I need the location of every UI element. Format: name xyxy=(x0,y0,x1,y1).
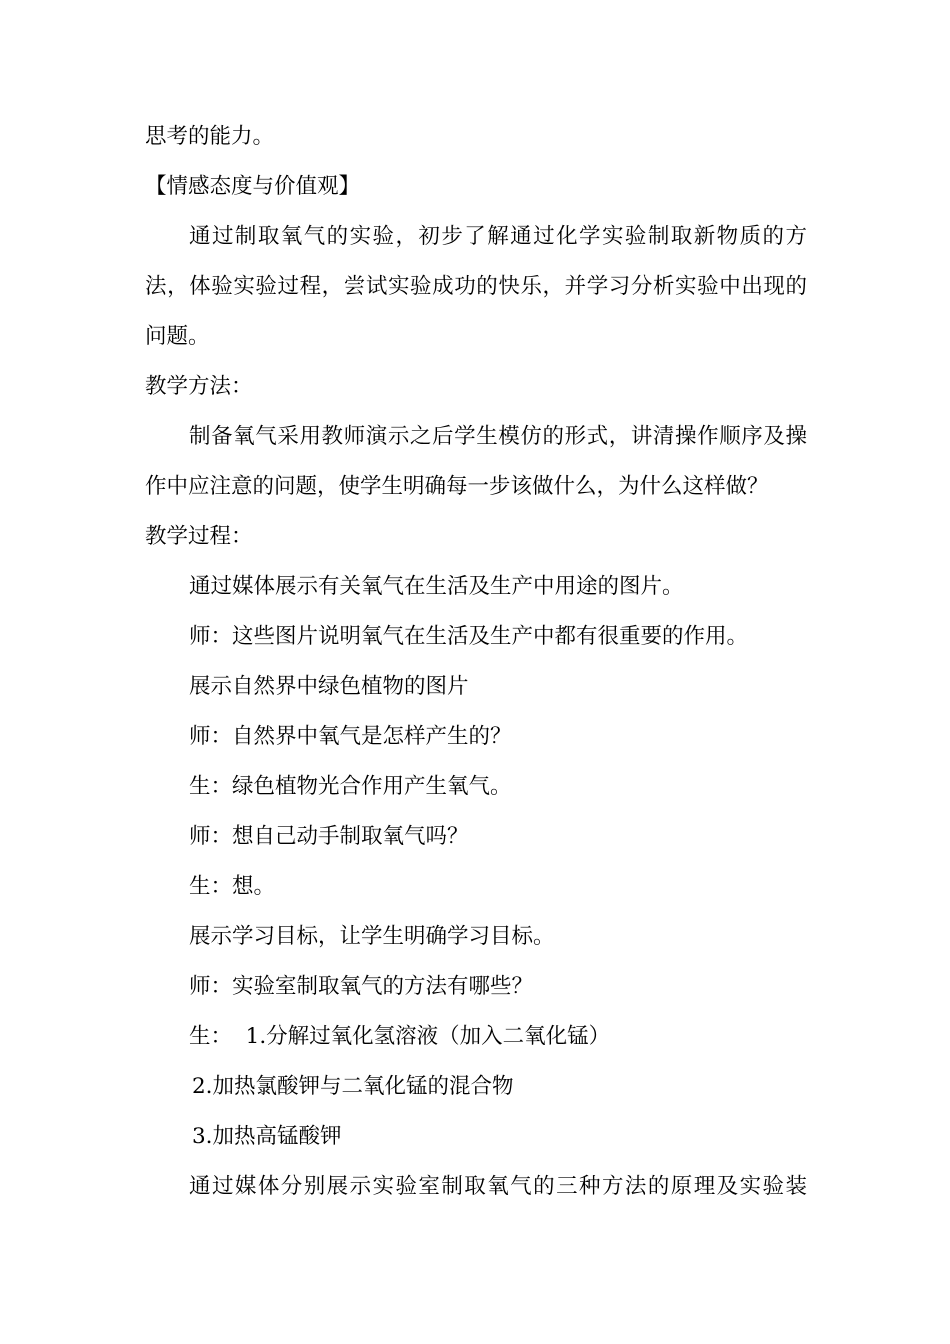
text-line: 生：绿色植物光合作用产生氧气。 xyxy=(189,774,512,799)
text-line: 师：这些图片说明氧气在生活及生产中都有很重要的作用。 xyxy=(189,624,749,649)
text-line: 法，体验实验过程，尝试实验成功的快乐，并学习分析实验中出现的 xyxy=(145,274,807,299)
text-line: 生： 1.分解过氧化氢溶液（加入二氧化锰） xyxy=(189,1024,611,1049)
text-line: 制备氧气采用教师演示之后学生模仿的形式，讲清操作顺序及操 xyxy=(189,424,807,449)
text-line: 问题。 xyxy=(145,324,210,349)
text-line: 通过媒体分别展示实验室制取氧气的三种方法的原理及实验装 xyxy=(189,1174,807,1199)
section-heading: 【情感态度与价值观】 xyxy=(145,174,361,199)
text-line: 通过媒体展示有关氧气在生活及生产中用途的图片。 xyxy=(189,574,684,599)
section-heading: 教学方法： xyxy=(145,374,253,399)
text-line: 思考的能力。 xyxy=(145,124,275,149)
list-item: 2.加热氯酸钾与二氧化锰的混合物 xyxy=(192,1074,514,1099)
text-line: 通过制取氧气的实验，初步了解通过化学实验制取新物质的方 xyxy=(189,224,807,249)
text-line: 作中应注意的问题，使学生明确每一步该做什么，为什么这样做？ xyxy=(145,474,769,499)
text-line: 师：实验室制取氧气的方法有哪些？ xyxy=(189,974,534,999)
text-line: 展示自然界中绿色植物的图片 xyxy=(189,674,469,699)
text-line: 师：自然界中氧气是怎样产生的？ xyxy=(189,724,512,749)
section-heading: 教学过程： xyxy=(145,524,253,549)
list-item: 3.加热高锰酸钾 xyxy=(192,1124,342,1149)
text-line: 展示学习目标，让学生明确学习目标。 xyxy=(189,924,555,949)
text-line: 生：想。 xyxy=(189,874,276,899)
text-line: 师：想自己动手制取氧气吗？ xyxy=(189,824,469,849)
